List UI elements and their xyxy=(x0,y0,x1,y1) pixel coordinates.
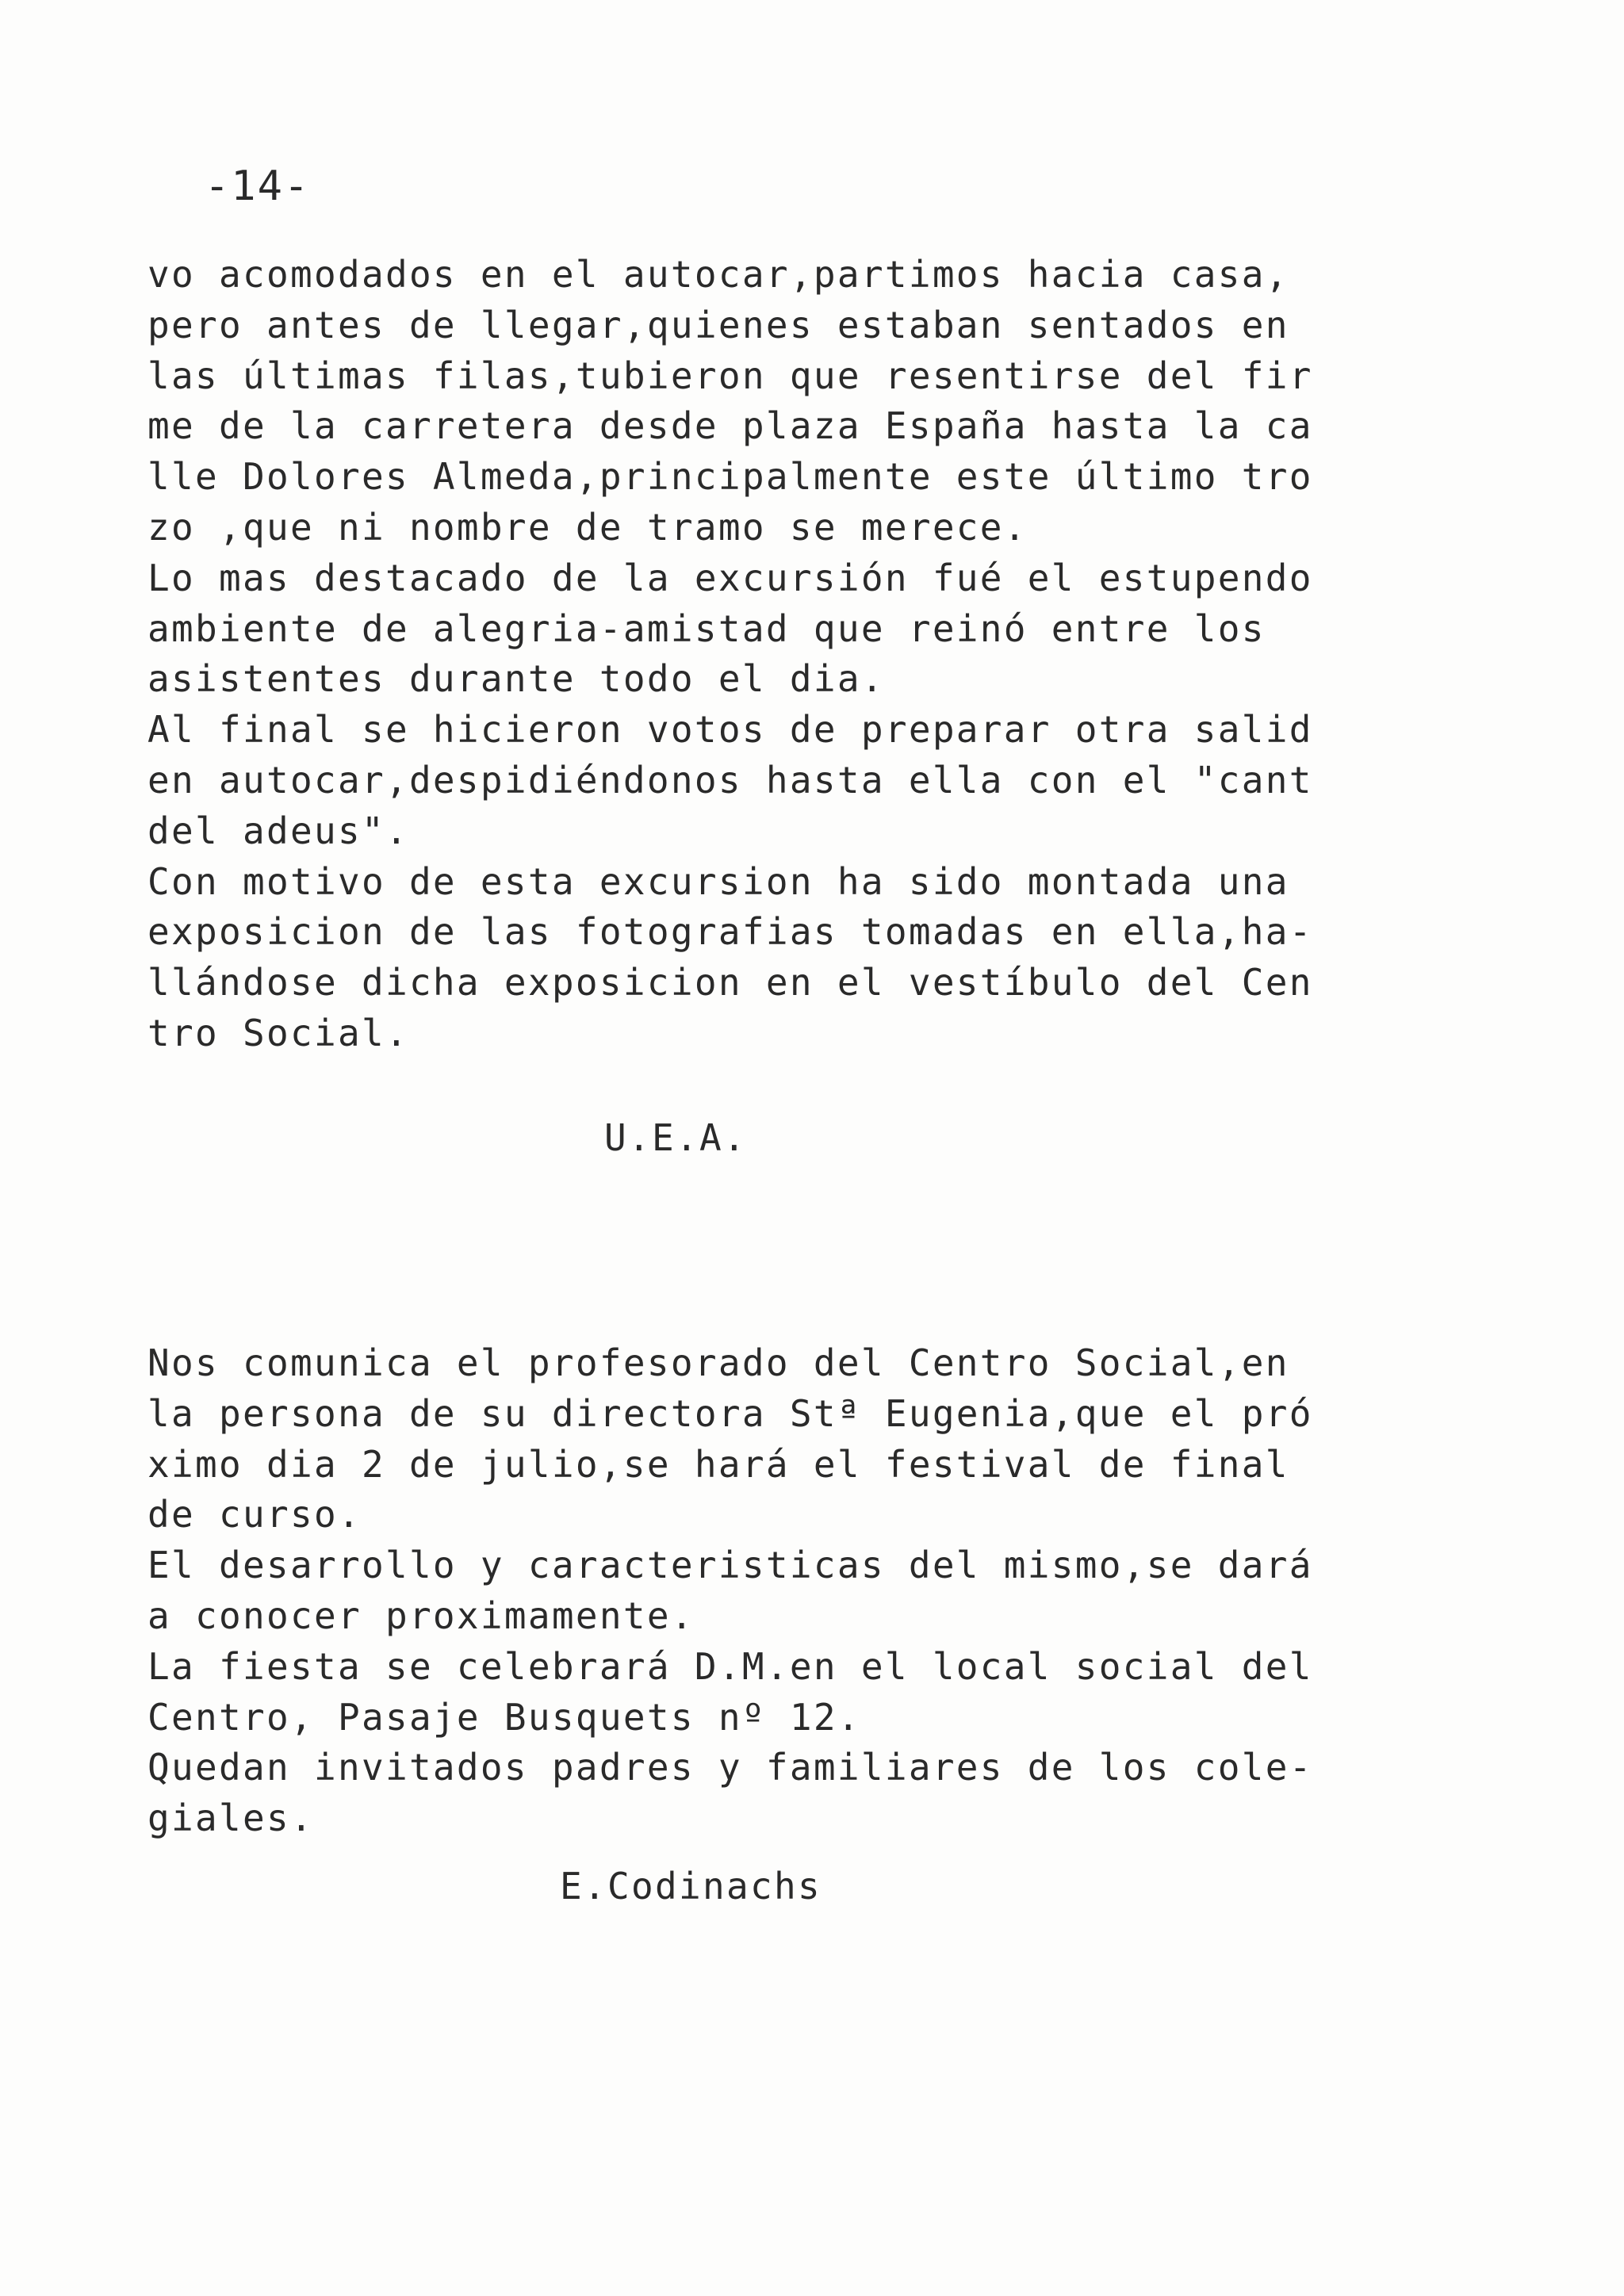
text-line: la persona de su directora Stª Eugenia,que el pró xyxy=(147,1391,1313,1435)
text-line: lle Dolores Almeda,principalmente este último tro xyxy=(147,455,1313,499)
text-line: me de la carretera desde plaza España hasta la ca xyxy=(147,404,1313,448)
text-line: exposicion de las fotografias tomadas en ella,ha- xyxy=(147,910,1313,954)
text-line: ximo dia 2 de julio,se hará el festival de final xyxy=(147,1442,1289,1486)
text-line: La fiesta se celebrará D.M.en el local social del xyxy=(147,1644,1313,1688)
text-line: las últimas filas,tubieron que resentirse del fir xyxy=(147,354,1313,397)
text-line: en autocar,despidiéndonos hasta ella con el "cant xyxy=(147,758,1313,802)
text-line: vo acomodados en el autocar,partimos hacia casa, xyxy=(147,253,1289,296)
text-line: zo ,que ni nombre de tramo se merece. xyxy=(147,505,1028,549)
excursion-report xyxy=(147,250,1313,1059)
text-line: a conocer proximamente. xyxy=(147,1594,695,1637)
page-number: -14- xyxy=(205,163,311,210)
text-line: Lo mas destacado de la excursión fué el estupendo xyxy=(147,556,1313,599)
text-line: llándose dicha exposicion en el vestíbulo del Cen xyxy=(147,961,1313,1004)
text-line: asistentes durante todo el dia. xyxy=(147,657,885,701)
signature-codinachs: E.Codinachs xyxy=(560,1865,822,1908)
text-line: tro Social. xyxy=(147,1011,409,1054)
signature-uea: U.E.A. xyxy=(604,1116,747,1159)
text-line: de curso. xyxy=(147,1493,362,1536)
text-line: El desarrollo y caracteristicas del mismo,se dará xyxy=(147,1544,1313,1587)
text-line: Nos comunica el profesorado del Centro Social,en xyxy=(147,1341,1289,1384)
text-line: Quedan invitados padres y familiares de los cole- xyxy=(147,1746,1313,1789)
text-line: ambiente de alegria-amistad que reinó entre los xyxy=(147,607,1266,650)
text-line: Con motivo de esta excursion ha sido montada una xyxy=(147,859,1289,903)
text-line: pero antes de llegar,quienes estaban sentados en xyxy=(147,303,1289,346)
text-line: del adeus". xyxy=(147,809,409,852)
text-line: giales. xyxy=(147,1797,314,1840)
text-line: Centro, Pasaje Busquets nº 12. xyxy=(147,1695,861,1739)
festival-announcement xyxy=(147,1338,1313,1844)
text-line: Al final se hicieron votos de preparar otra salid xyxy=(147,708,1313,752)
